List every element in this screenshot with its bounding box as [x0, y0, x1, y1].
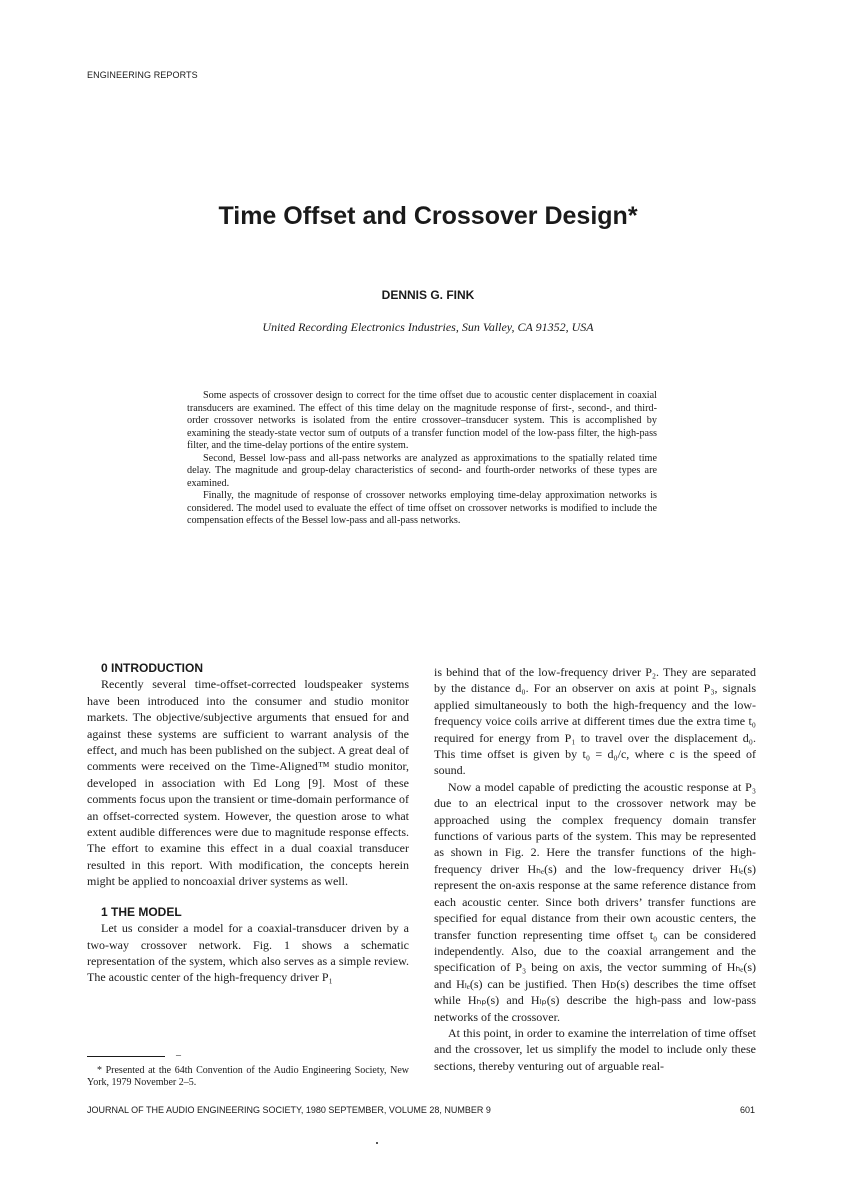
body-paragraph: Recently several time-offset-corrected loudspeaker systems have been introduced into the consumer and studio monitor markets. The objective/subjective arguments that ensued for and against these systems are sufficient to warrant analysis of the effect, and much has been published on the subject. A great deal of comments were received on the Time-Aligned™ studio monitor, developed in association with Ed Long [9]. Most of these comments focus upon the transient or time-domain performance of an offset-corrected system. However, the question arose to what extent audible differences were due to magnitude response effects. The effort to examine this effect in a dual coaxial transducer resulted in this report. With modification, the concepts herein might be applied to noncoaxial driver systems as well. — [87, 677, 409, 889]
footnote-rule — [87, 1056, 165, 1057]
footnote: * Presented at the 64th Convention of the Audio Engineering Society, New York, 1979 November 2–5. — [87, 1065, 409, 1088]
author-affiliation: United Recording Electronics Industries, Sun Valley, CA 91352, USA — [262, 320, 594, 334]
body-paragraph: Let us consider a model for a coaxial-transducer driven by a two-way crossover network. Fig. 1 shows a schematic representation of the system, which also serves as a simple review. The acoustic center of the high-frequency driver P₁ — [87, 921, 409, 985]
scan-speck — [376, 1142, 378, 1144]
abstract-paragraph: Finally, the magnitude of response of crossover networks employing time-delay approximation networks is considered. The model used to evaluate the effect of time offset on crossover networks is modified to include the compensation effects of the Bessel low-pass and all-pass networks. — [187, 490, 657, 526]
footer-journal-citation: JOURNAL OF THE AUDIO ENGINEERING SOCIETY, 1980 SEPTEMBER, VOLUME 28, NUMBER 9 — [87, 1105, 491, 1115]
section-heading-model: 1 THE MODEL — [101, 904, 182, 919]
abstract-paragraph: Some aspects of crossover design to correct for the time offset due to acoustic center displacement in coaxial transducers are examined. The effect of this time delay on the magnitude response of first-, second-, and third-order crossover networks is isolated from the entire crossover–transducer system. This is accomplished by examining the steady-state vector sum of outputs of a transfer function model of the low-pass filter, the high-pass filter, and the time-delay portions of the entire system. — [187, 390, 657, 451]
body-paragraph: Now a model capable of predicting the acoustic response at P₃ due to an electrical input to the crossover network may be approached using the complex frequency domain transfer functions of various parts of the system. This may be represented as shown in Fig. 2. Here the transfer functions of the high-frequency driver Hₕₑ(s) and the low-frequency driver Hₗₑ(s) represent the on-axis response at the same reference distance from each acoustic center. Since both drivers’ transfer functions are specified for equal distance from their own acoustic centers, the transfer function representing time offset t₀ can be considered independently. Also, due to the coaxial arrangement and the specification of P₃ being on axis, the vector summing of Hₕₑ(s) and Hₗₑ(s) can be justified. Then Hᴅ(s) describes the time offset while Hₕₚ(s) and Hₗₚ(s) describe the high-pass and low-pass networks of the crossover. — [434, 779, 756, 1024]
author-name: DENNIS G. FINK — [381, 288, 475, 302]
page-number: 601 — [740, 1105, 756, 1115]
left-column — [87, 660, 409, 986]
footnote-dash: – — [176, 1050, 181, 1061]
body-paragraph: At this point, in order to examine the interrelation of time offset and the crossover, let us simplify the model to include only these sections, thereby venturing out of arguable real- — [434, 1025, 756, 1073]
paper-title: Time Offset and Crossover Design* — [218, 202, 638, 230]
section-heading-introduction: 0 INTRODUCTION — [101, 661, 203, 675]
abstract — [187, 390, 657, 528]
right-column — [434, 664, 756, 1074]
body-paragraph: is behind that of the low-frequency driver P₂. They are separated by the distance d₀. For an observer on axis at point P₃, signals applied simultaneously to both the high-frequency and the low-frequency voice coils arrive at different times due the extra time t₀ required for energy from P₁ to travel over the displacement d₀. This time offset is given by t₀ = d₀/c, where c is the speed of sound. — [434, 665, 756, 778]
running-header: ENGINEERING REPORTS — [87, 70, 198, 80]
abstract-paragraph: Second, Bessel low-pass and all-pass networks are analyzed as approximations to the spatially related time delay. The magnitude and group-delay characteristics of second- and fourth-order networks of these types are examined. — [187, 452, 657, 489]
